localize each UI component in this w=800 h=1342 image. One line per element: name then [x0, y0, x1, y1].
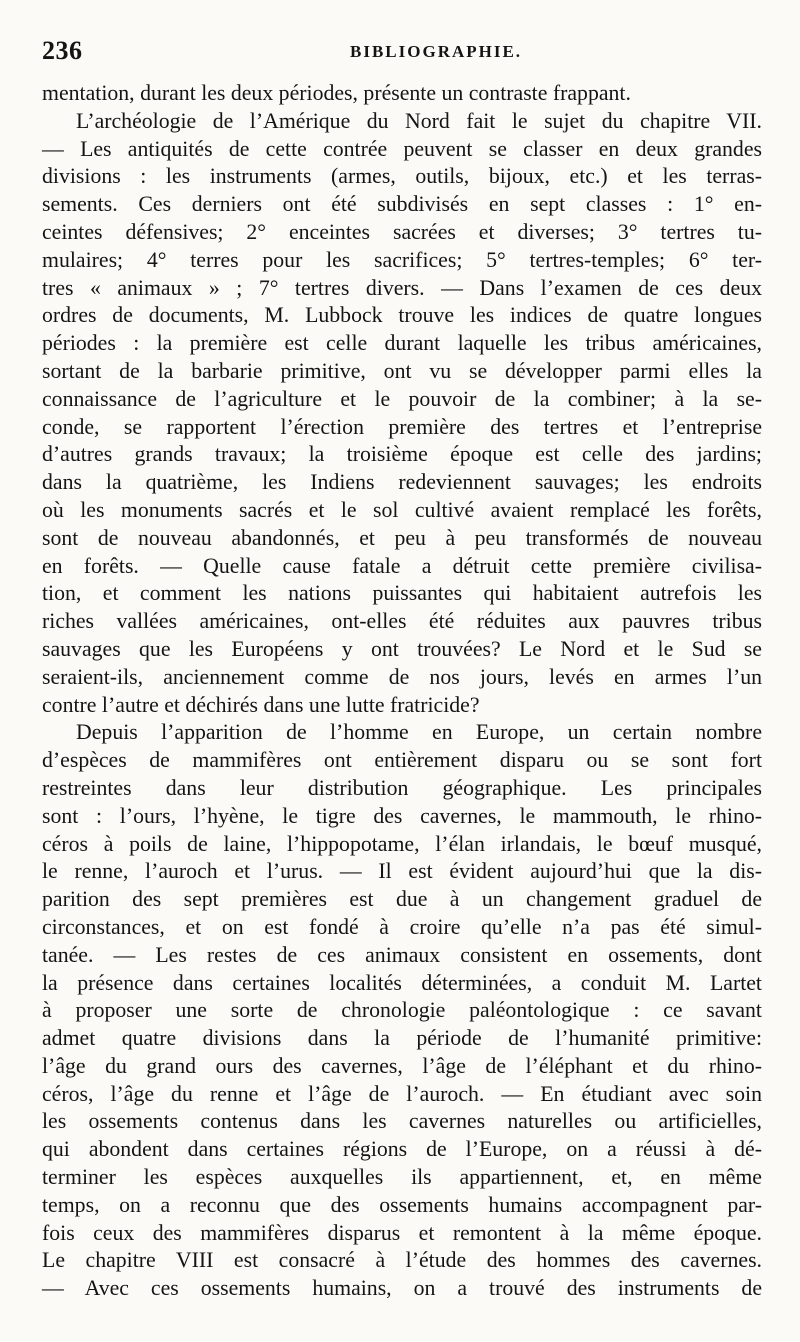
- text-line: parition des sept premières est due à un changement graduel de: [42, 887, 762, 912]
- text-line: l’âge du grand ours des cavernes, l’âge de l’éléphant et du rhino-: [42, 1053, 762, 1078]
- text-line: dans la quatrième, les Indiens redeviennent sauvages; les endroits: [42, 470, 762, 495]
- text-line: tion, et comment les nations puissantes qui habitaient autrefois les: [42, 581, 762, 606]
- text-line: sauvages que les Européens y ont trouvées? Le Nord et le Sud se: [42, 636, 762, 661]
- text-line: L’archéologie de l’Amérique du Nord fait le sujet du chapitre VII.: [76, 108, 762, 133]
- body-text: [42, 80, 762, 1303]
- text-line: mentation, durant les deux périodes, présente un contraste frappant.: [42, 81, 631, 105]
- text-line: admet quatre divisions dans la période de l’humanité primitive:: [42, 1026, 762, 1051]
- text-line: ordres de documents, M. Lubbock trouve les indices de quatre longues: [42, 303, 762, 328]
- text-line: connaissance de l’agriculture et le pouvoir de la combiner; à la se-: [42, 386, 762, 411]
- text-line: circonstances, et on est fondé à croire qu’elle n’a pas été simul-: [42, 914, 762, 939]
- text-line: sont de nouveau abandonnés, et peu à peu transformés de nouveau: [42, 525, 762, 550]
- text-line: tanée. — Les restes de ces animaux consistent en ossements, dont: [42, 942, 762, 967]
- page-header: [38, 36, 760, 70]
- text-line: — Avec ces ossements humains, on a trouvé des instruments de: [42, 1276, 762, 1301]
- text-line: d’espèces de mammifères ont entièrement disparu ou se sont fort: [42, 748, 762, 773]
- text-line: mulaires; 4° terres pour les sacrifices; 5° tertres-temples; 6° ter-: [42, 247, 762, 272]
- text-line: restreintes dans leur distribution géographique. Les principales: [42, 775, 762, 800]
- text-line: sortant de la barbarie primitive, ont vu se développer parmi elles la: [42, 358, 762, 383]
- text-line: temps, on a reconnu que des ossements humains accompagnent par-: [42, 1192, 762, 1217]
- text-line: tres « animaux » ; 7° tertres divers. — Dans l’examen de ces deux: [42, 275, 762, 300]
- running-head: BIBLIOGRAPHIE.: [350, 42, 523, 61]
- text-line: d’autres grands travaux; la troisième époque est celle des jardins;: [42, 442, 762, 467]
- text-line: en forêts. — Quelle cause fatale a détruit cette première civilisa-: [42, 553, 762, 578]
- text-line: la présence dans certaines localités déterminées, a conduit M. Lartet: [42, 970, 762, 995]
- text-line: sements. Ces derniers ont été subdivisés en sept classes : 1° en-: [42, 192, 762, 217]
- text-line: à proposer une sorte de chronologie paléontologique : ce savant: [42, 998, 762, 1023]
- text-line: céros à poils de laine, l’hippopotame, l’élan irlandais, le bœuf musqué,: [42, 831, 762, 856]
- text-line: qui abondent dans certaines régions de l’Europe, on a réussi à dé-: [42, 1137, 762, 1162]
- text-line: ceintes défensives; 2° enceintes sacrées et diverses; 3° tertres tu-: [42, 219, 762, 244]
- text-line: divisions : les instruments (armes, outils, bijoux, etc.) et les terras-: [42, 164, 762, 189]
- text-line: riches vallées américaines, ont-elles été réduites aux pauvres tribus: [42, 609, 762, 634]
- page-number: 236: [42, 36, 83, 65]
- text-line: seraient-ils, anciennement comme de nos jours, levés en armes l’un: [42, 664, 762, 689]
- text-line: céros, l’âge du renne et l’âge de l’auroch. — En étudiant avec soin: [42, 1081, 762, 1106]
- text-line: le renne, l’auroch et l’urus. — Il est évident aujourd’hui que la dis-: [42, 859, 762, 884]
- text-line: les ossements contenus dans les cavernes naturelles ou artificielles,: [42, 1109, 762, 1134]
- text-line: contre l’autre et déchirés dans une lutte fratricide?: [42, 692, 480, 717]
- text-line: où les monuments sacrés et le sol cultivé avaient remplacé les forêts,: [42, 497, 762, 522]
- text-line: sont : l’ours, l’hyène, le tigre des cavernes, le mammouth, le rhino-: [42, 803, 762, 828]
- text-line: fois ceux des mammifères disparus et remontent à la même époque.: [42, 1220, 762, 1245]
- text-line: conde, se rapportent l’érection première des tertres et l’entreprise: [42, 414, 762, 439]
- text-line: périodes : la première est celle durant laquelle les tribus américaines,: [42, 331, 762, 356]
- text-line: — Les antiquités de cette contrée peuvent se classer en deux grandes: [42, 136, 762, 161]
- text-line: terminer les espèces auxquelles ils appartiennent, et, en même: [42, 1165, 762, 1190]
- text-line: Depuis l’apparition de l’homme en Europe, un certain nombre: [76, 720, 762, 745]
- text-line: Le chapitre VIII est consacré à l’étude des hommes des cavernes.: [42, 1248, 762, 1273]
